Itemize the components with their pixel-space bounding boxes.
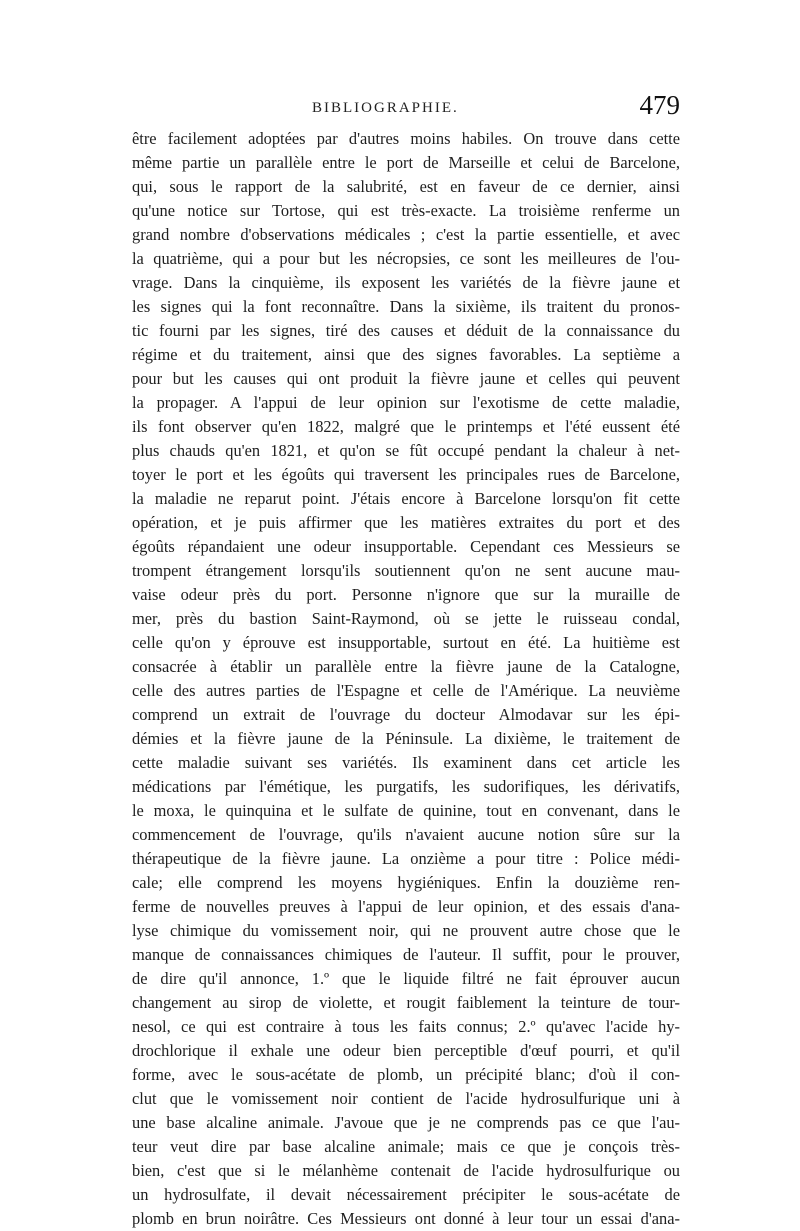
text-line: opération, et je puis affirmer que les matières extraites du port et des — [132, 513, 680, 532]
text-line: de dire qu'il annonce, 1.º que le liquide filtré ne fait éprouver aucun — [132, 969, 680, 988]
text-line: thérapeutique de la fièvre jaune. La onzième a pour titre : Police médi- — [132, 849, 680, 868]
page-number: 479 — [639, 90, 680, 120]
text-line: les signes qui la font reconnaître. Dans la sixième, ils traitent du pronos- — [132, 297, 680, 316]
text-line: la propager. A l'appui de leur opinion sur l'exotisme de cette maladie, — [132, 393, 680, 412]
text-line: la maladie ne reparut point. J'étais encore à Barcelone lorsqu'on fit cette — [132, 489, 680, 508]
text-line: être facilement adoptées par d'autres moins habiles. On trouve dans cette — [132, 129, 680, 148]
text-line: plus chauds qu'en 1821, et qu'on se fût occupé pendant la chaleur à net- — [132, 441, 680, 460]
text-line: mer, près du bastion Saint-Raymond, où se jette le ruisseau condal, — [132, 609, 680, 628]
running-title: BIBLIOGRAPHIE. — [312, 100, 459, 116]
text-line: nesol, ce qui est contraire à tous les faits connus; 2.º qu'avec l'acide hy- — [132, 1017, 680, 1036]
text-line: ferme de nouvelles preuves à l'appui de leur opinion, et des essais d'ana- — [132, 897, 680, 916]
text-line: plomb en brun noirâtre. Ces Messieurs ont donné à leur tour un essai d'ana- — [132, 1209, 680, 1228]
text-line: tic fourni par les signes, tiré des causes et déduit de la connaissance du — [132, 321, 680, 340]
text-line: commencement de l'ouvrage, qu'ils n'avaient aucune notion sûre sur la — [132, 825, 680, 844]
text-line: trompent étrangement lorsqu'ils soutiennent qu'on ne sent aucune mau- — [132, 561, 680, 580]
text-line: drochlorique il exhale une odeur bien perceptible d'œuf pourri, et qu'il — [132, 1041, 680, 1060]
text-line: cale; elle comprend les moyens hygiéniques. Enfin la douzième ren- — [132, 873, 680, 892]
text-line: une base alcaline animale. J'avoue que je ne comprends pas ce que l'au- — [132, 1113, 680, 1132]
text-line: démies et la fièvre jaune de la Péninsule. La dixième, le traitement de — [132, 729, 680, 748]
text-line: la quatrième, qui a pour but les nécropsies, ce sont les meilleures de l'ou- — [132, 249, 680, 268]
body-text — [132, 127, 680, 1231]
text-line: cette maladie suivant ses variétés. Ils examinent dans cet article les — [132, 753, 680, 772]
text-line: toyer le port et les égoûts qui traversent les principales rues de Barcelone, — [132, 465, 680, 484]
text-line: comprend un extrait de l'ouvrage du docteur Almodavar sur les épi- — [132, 705, 680, 724]
text-line: celle qu'on y éprouve est insupportable, surtout en été. La huitième est — [132, 633, 680, 652]
text-line: manque de connaissances chimiques de l'auteur. Il suffit, pour le prouver, — [132, 945, 680, 964]
text-line: celle des autres parties de l'Espagne et celle de l'Amérique. La neuvième — [132, 681, 680, 700]
text-line: pour but les causes qui ont produit la fièvre jaune et celles qui peuvent — [132, 369, 680, 388]
text-line: grand nombre d'observations médicales ; c'est la partie essentielle, et avec — [132, 225, 680, 244]
text-line: consacrée à établir un parallèle entre la fièvre jaune de la Catalogne, — [132, 657, 680, 676]
running-head — [132, 90, 680, 126]
text-line: vrage. Dans la cinquième, ils exposent les variétés de la fièvre jaune et — [132, 273, 680, 292]
text-line: un hydrosulfate, il devait nécessairement précipiter le sous-acétate de — [132, 1185, 680, 1204]
text-line: même partie un parallèle entre le port de Marseille et celui de Barcelone, — [132, 153, 680, 172]
text-line: clut que le vomissement noir contient de l'acide hydrosulfurique uni à — [132, 1089, 680, 1108]
text-line: qui, sous le rapport de la salubrité, est en faveur de ce dernier, ainsi — [132, 177, 680, 196]
text-line: régime et du traitement, ainsi que des signes favorables. La septième a — [132, 345, 680, 364]
text-line: médications par l'émétique, les purgatifs, les sudorifiques, les dérivatifs, — [132, 777, 680, 796]
text-line: qu'une notice sur Tortose, qui est très-exacte. La troisième renferme un — [132, 201, 680, 220]
text-line: changement au sirop de violette, et rougit faiblement la teinture de tour- — [132, 993, 680, 1012]
text-line: lyse chimique du vomissement noir, qui ne prouvent autre chose que le — [132, 921, 680, 940]
text-line: égoûts répandaient une odeur insupportable. Cependant ces Messieurs se — [132, 537, 680, 556]
text-line: ils font observer qu'en 1822, malgré que le printemps et l'été eussent été — [132, 417, 680, 436]
text-line: bien, c'est que si le mélanhème contenait de l'acide hydrosulfurique ou — [132, 1161, 680, 1180]
text-line: teur veut dire par base alcaline animale; mais ce que je conçois très- — [132, 1137, 680, 1156]
text-line: vaise odeur près du port. Personne n'ignore que sur la muraille de — [132, 585, 680, 604]
text-line: le moxa, le quinquina et le sulfate de quinine, tout en convenant, dans le — [132, 801, 680, 820]
text-line: forme, avec le sous-acétate de plomb, un précipité blanc; d'où il con- — [132, 1065, 680, 1084]
